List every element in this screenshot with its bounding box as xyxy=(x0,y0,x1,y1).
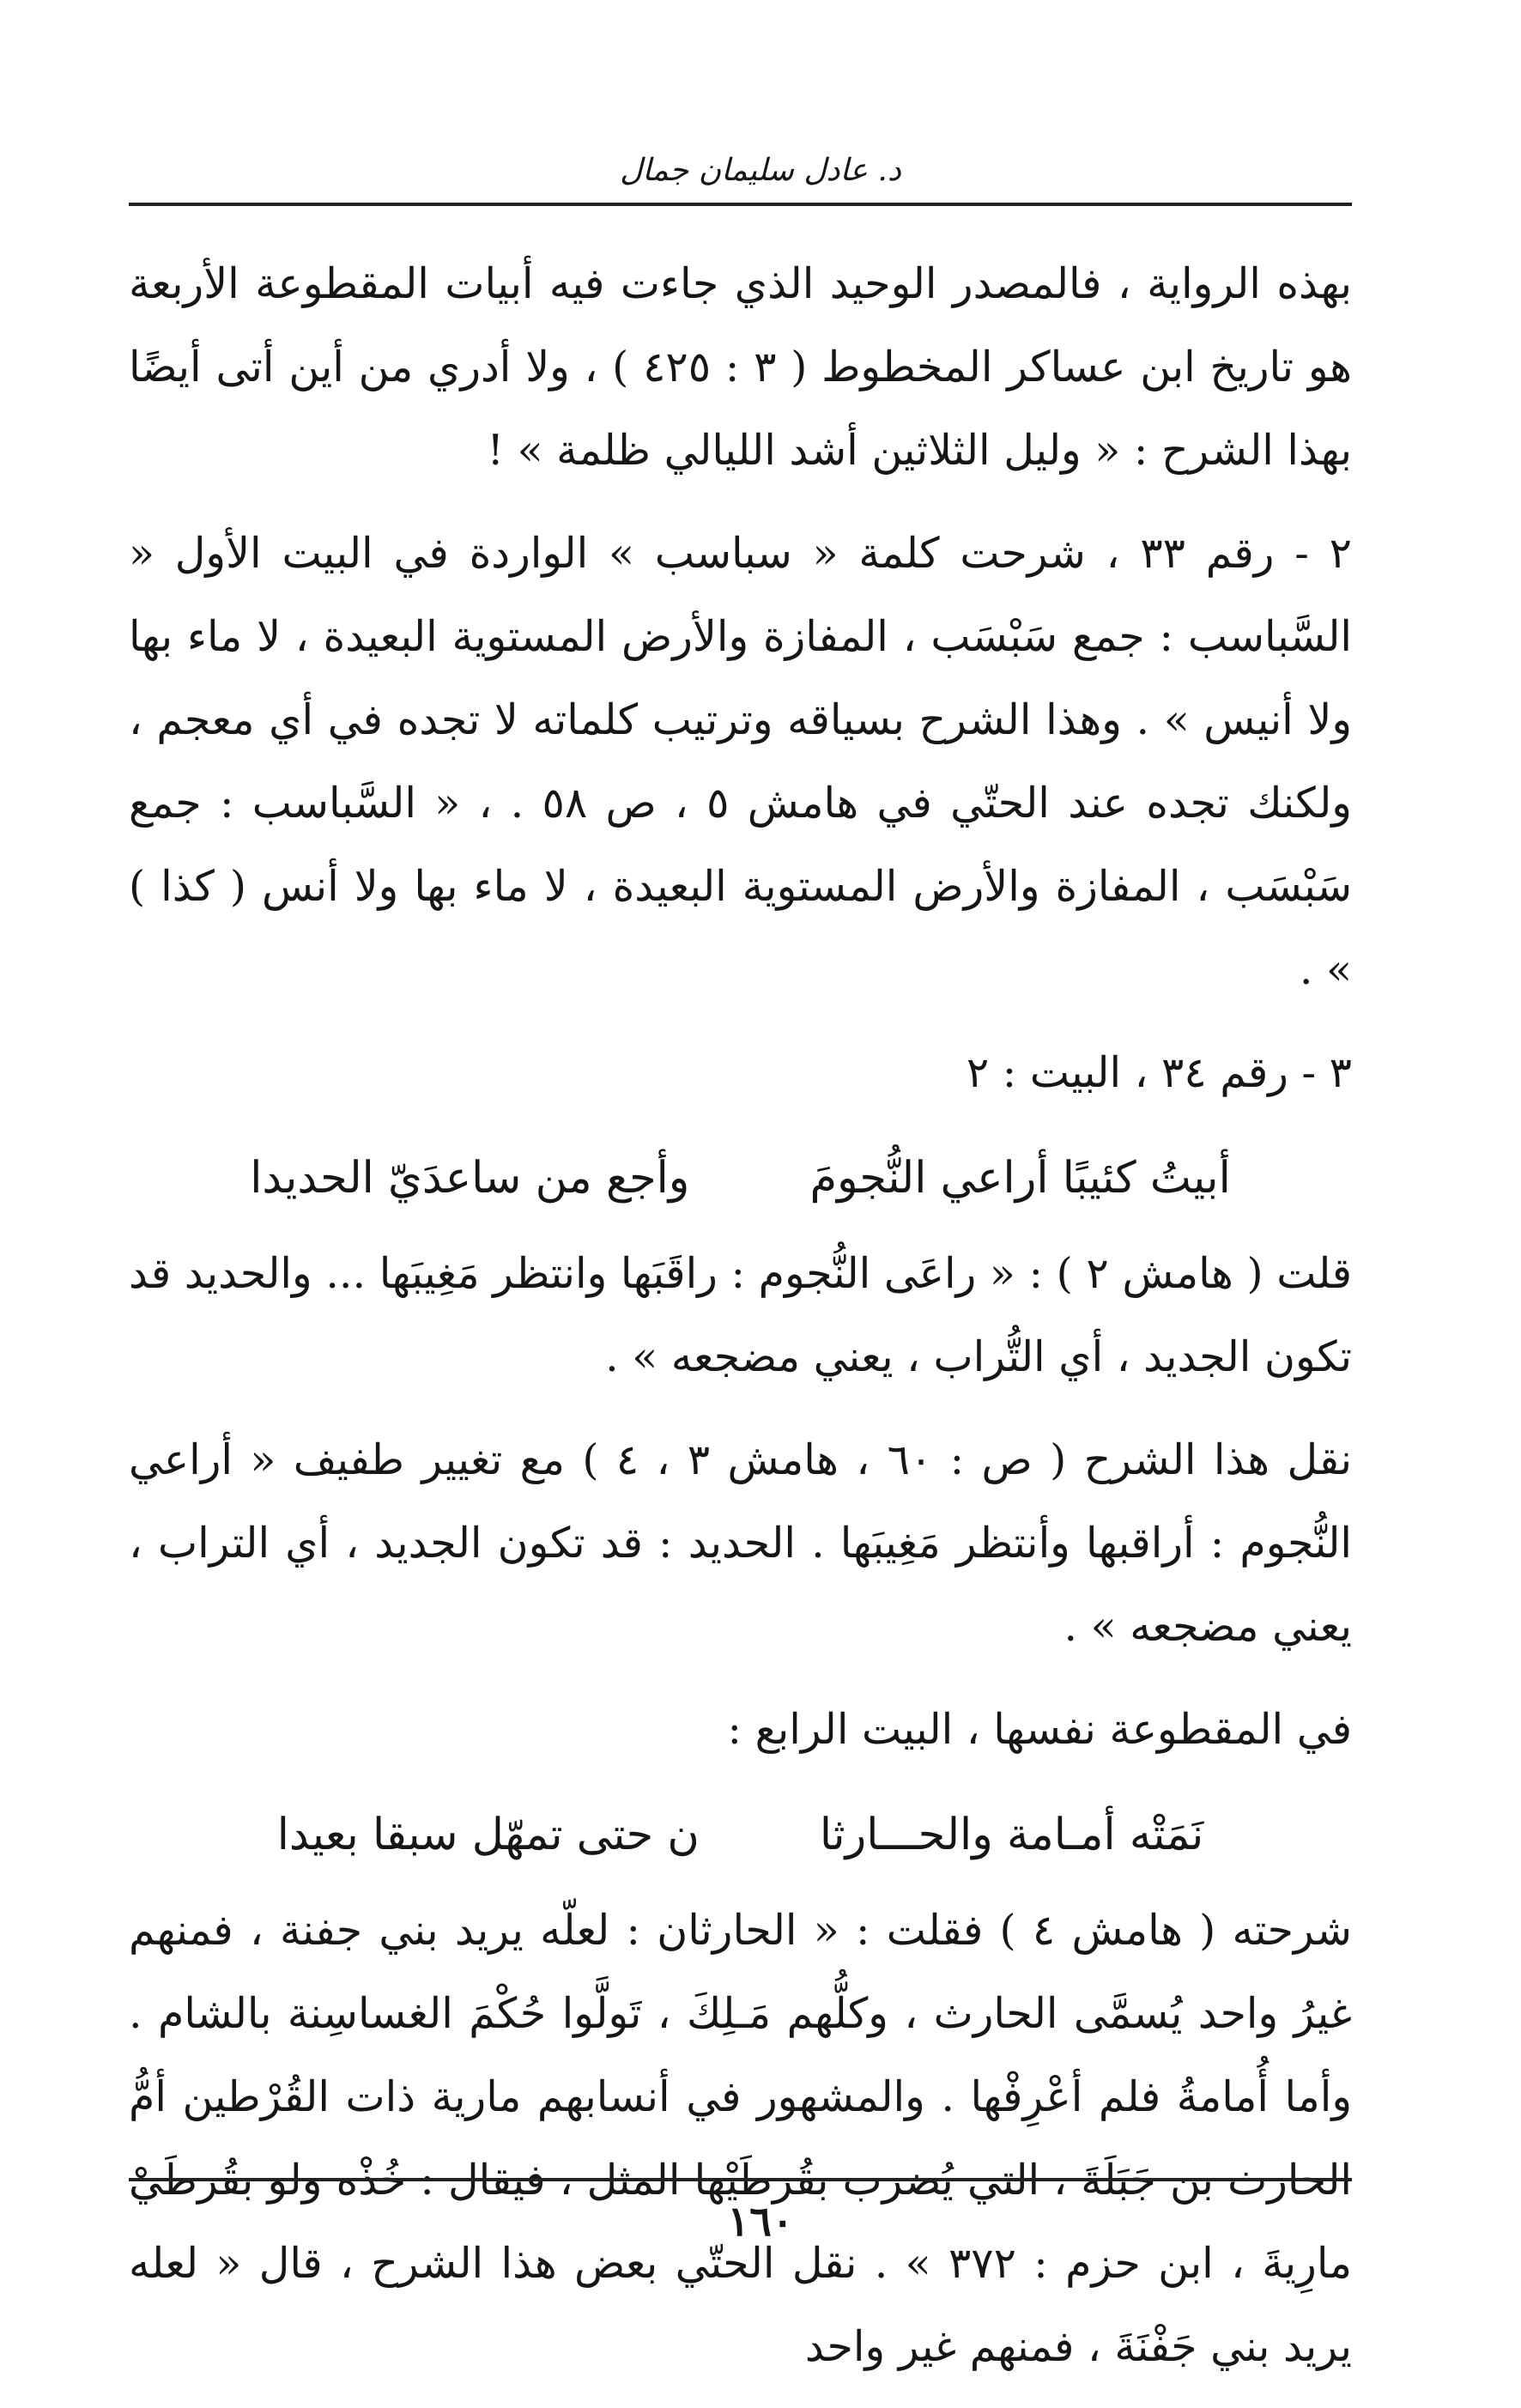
paragraph-intro: بهذه الرواية ، فالمصدر الوحيد الذي جاءت فيه أبيات المقطوعة الأربعة هو تاريخ ابن عساكر المخطوط ( ٣ : ٤٢٥ ) ، ولا أدري من أين أتى أيضًا بهذا الشرح : « وليل الثلاثين أشد الليالي ظلمة » ! xyxy=(129,259,1352,475)
verse-2-first-hemistich: نَمَتْه أمـامة والحـــارثا xyxy=(819,1810,1204,1860)
verse-line-1 xyxy=(129,1134,1352,1223)
paragraph-item-3: ٣ - رقم ٣٤ ، البيت : ٢ xyxy=(966,1048,1352,1097)
paragraph-item-2: ٢ - رقم ٣٣ ، شرحت كلمة « سباسب » الواردة في البيت الأول « السَّباسب : جمع سَبْسَب ، المفازة والأرض المستوية البعيدة ، لا ماء بها ولا أنيس » . وهذا الشرح بسياقه وترتيب كلماته لا تجده في أي معجم ، ولكنك تجده عند الحتّي في هامش ٥ ، ص ٥٨ . ، « السَّباسب : جمع سَبْسَب ، المفازة والأرض المستوية البعيدة ، لا ماء بها ولا أنس ( كذا ) » . xyxy=(129,529,1352,994)
paragraph-hamish-4-explanation: شرحته ( هامش ٤ ) فقلت : « الحارثان : لعلّه يريد بني جفنة ، فمنهم غيرُ واحد يُسمَّى الحارث ، وكلُّهم مَـلِكَ ، تَولَّوا حُكْمَ الغساسِنة بالشام . وأما أُمامةُ فلم أعْرِفْها . والمشهور في أنسابهم مارية ذات القُرْطين أمُّ الحارث بن جَبَلَةَ ، التي يُضرب بقُرطَيْها المثل ، فيقال : خُذْه ولو بقُرطَيْ مارِيةَ ، ابن حزم : ٣٧٢ » . نقل الحتّي بعض هذا الشرح ، قال « لعله يريد بني جَفْنَةَ ، فمنهم غير واحد xyxy=(129,1906,1352,2371)
verse-1-first-hemistich: أبيتُ كئيبًا أراعي النُّجومَ xyxy=(809,1153,1231,1204)
page-number: ١٦٠ xyxy=(727,2198,794,2246)
paragraph-quoted-explanation: نقل هذا الشرح ( ص : ٦٠ ، هامش ٣ ، ٤ ) مع تغيير طفيف « أراعي النُّجوم : أراقبها وأنتظر مَغِيبَها . الحديد : قد تكون الجديد ، أي التراب ، يعني مضجعه » . xyxy=(129,1435,1353,1651)
verse-2-second-hemistich: ن حتى تمهّل سبقا بعيدا xyxy=(276,1810,700,1860)
running-header: د. عادل سليمان جمال xyxy=(620,153,901,188)
verse-1-second-hemistich: وأجع من ساعدَيّ الحديدا xyxy=(250,1153,690,1204)
paragraph-note-hamish-2: قلت ( هامش ٢ ) : « راعَى النُّجوم : راقَبَها وانتظر مَغِيبَها ... والحديد قد تكون الجديد ، أي التُّراب ، يعني مضجعه » . xyxy=(129,1249,1353,1381)
verse-line-2 xyxy=(129,1791,1352,1880)
page-body xyxy=(129,242,1352,2408)
header-rule xyxy=(129,203,1352,206)
paragraph-fourth-verse-intro: في المقطوعة نفسها ، البيت الرابع : xyxy=(727,1705,1352,1754)
footer-rule xyxy=(129,2178,1352,2181)
